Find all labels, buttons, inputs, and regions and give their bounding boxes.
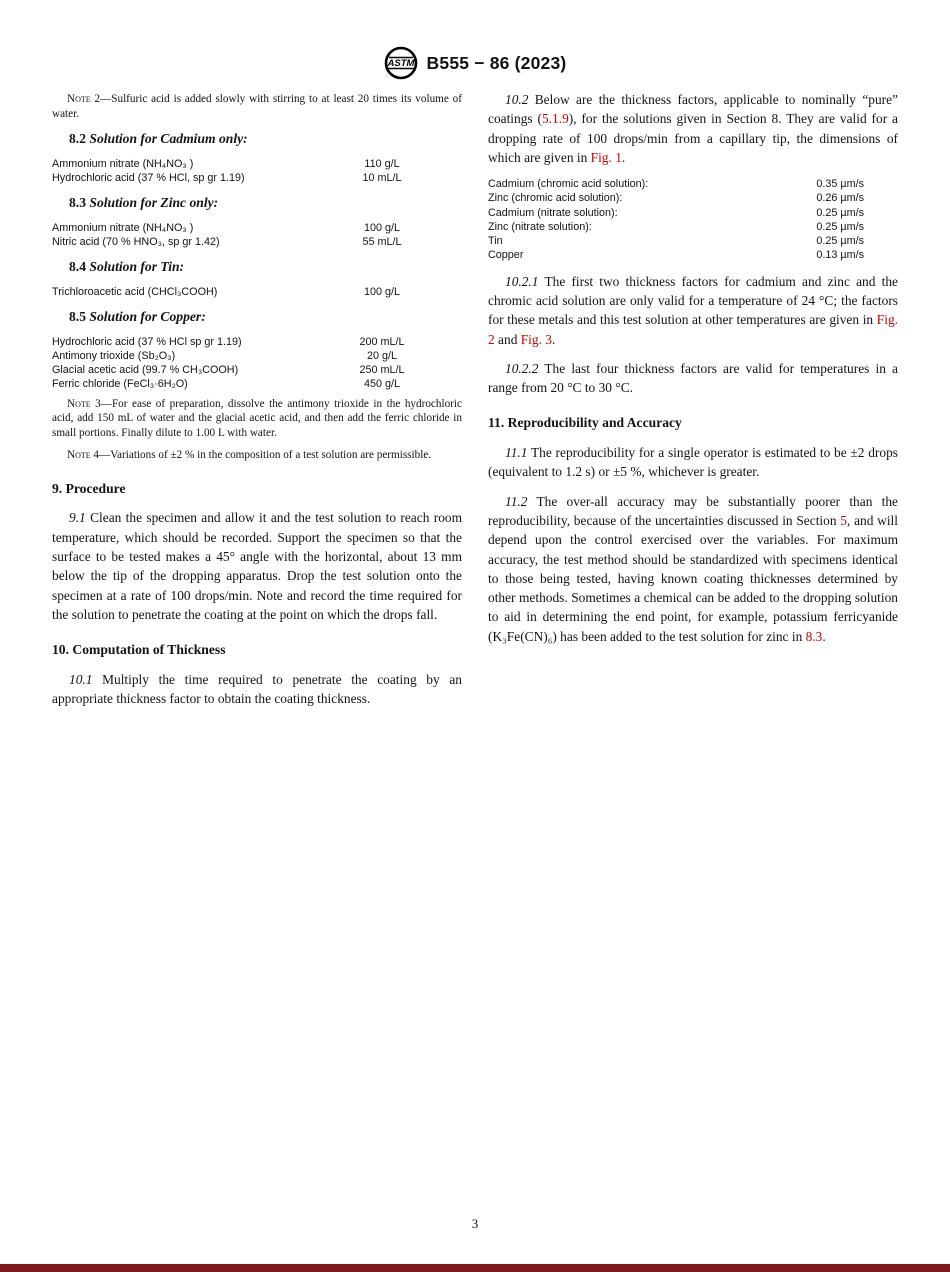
paragraph-11-2: [488, 492, 898, 646]
paragraph-number: 11.1: [505, 445, 528, 461]
factor-name: Copper: [488, 249, 524, 262]
reagent-name: Hydrochloric acid (37 % HCl sp gr 1.19): [52, 335, 242, 348]
ref-link-5-1-9[interactable]: 5.1.9: [541, 111, 569, 127]
reagent-amount: 20 g/L: [366, 349, 398, 362]
reagent-name: Hydrochloric acid (37 % HCl, sp gr 1.19): [52, 171, 245, 184]
table-row: [52, 377, 462, 391]
left-column: [52, 90, 462, 718]
svg-text:ASTM: ASTM: [387, 58, 415, 70]
ref-link-fig-1[interactable]: Fig. 1: [590, 149, 622, 165]
paragraph-number: 10.2: [505, 92, 529, 107]
reagent-table-8-5: [52, 335, 462, 392]
section-8-2-heading: [52, 129, 462, 149]
paragraph-text: The reproducibility for a single operator is estimated to be ±2 drops (equivalent to 1.2 s) or ±5 %, whichever is greater.: [488, 445, 898, 480]
table-row: [52, 335, 462, 349]
table-row: [488, 206, 898, 220]
table-row: [52, 171, 462, 185]
reagent-table-8-2: [52, 157, 462, 186]
section-8-3-heading: [52, 193, 462, 213]
thickness-factors-table: [488, 177, 898, 263]
section-title: Solution for Copper:: [89, 309, 206, 325]
paragraph-number: 10.2.2: [505, 360, 539, 376]
factor-name: Cadmium (nitrate solution):: [488, 206, 618, 219]
reagent-name: Ferric chloride (FeCl₃·6H₂O): [52, 378, 188, 391]
table-row: [488, 220, 898, 234]
content-columns: [52, 90, 898, 718]
page-number: 3: [471, 1216, 479, 1231]
paragraph-text: and: [494, 331, 521, 347]
note-3-label: Note 3—: [67, 397, 112, 410]
paragraph-text: .: [621, 149, 626, 165]
section-8-4-heading: [52, 257, 462, 277]
reagent-name: Antimony trioxide (Sb₂O₃): [52, 349, 176, 362]
note-2-text: Sulfuric acid is added slowly with stirring to at least 20 times its volume of water.: [52, 93, 462, 120]
factor-value: 0.25 µm/s: [816, 206, 864, 219]
paragraph-text: ), for the solutions given in Section 8. They are valid for a dropping rate of 100 drops/min from a capillary tip, the dimensions of which are given in: [488, 111, 898, 165]
ref-link-section-5[interactable]: 5: [840, 512, 847, 528]
ref-link-fig-3[interactable]: Fig. 3: [520, 331, 552, 347]
table-row: [52, 235, 462, 249]
ref-link-fig-2[interactable]: Fig. 2: [488, 312, 898, 347]
paragraph-9-1: [52, 508, 462, 624]
note-3: [52, 397, 462, 441]
reagent-amount: 100 g/L: [363, 285, 401, 298]
ref-link-8-3[interactable]: 8.3: [805, 628, 823, 644]
paragraph-text: .: [552, 331, 556, 347]
paragraph-text: The over-all accuracy may be substantially poorer than the reproducibility, because of the uncertainties discussed in Section: [488, 493, 898, 528]
page-header: [0, 46, 950, 80]
reagent-amount: 200 mL/L: [359, 335, 405, 348]
factor-name: Tin: [488, 235, 503, 248]
section-number: 8.2: [69, 131, 86, 147]
section-number: 8.4: [69, 259, 86, 275]
paragraph-text: Below are the thickness factors, applicable to nominally “pure” coatings (: [488, 92, 898, 127]
reagent-name: Ammonium nitrate (NH₄NO₃ ): [52, 221, 194, 234]
paragraph-number: 10.1: [69, 671, 93, 687]
note-2: [52, 92, 462, 121]
table-row: [488, 234, 898, 248]
factor-value: 0.26 µm/s: [816, 192, 864, 205]
reagent-amount: 100 g/L: [363, 221, 401, 234]
reagent-name: Trichloroacetic acid (CHCl₃COOH): [52, 285, 218, 298]
paragraph-text: The last four thickness factors are valid for temperatures in a range from 20 °C to 30 °C.: [488, 360, 898, 396]
paragraph-text: , and will depend upon the control exercised over the variables. For maximum accuracy, the test method should be standardized with specimens identical to those being tested, having known coating thicknesses determined by other methods. Sometimes a chemical can be added to the dropping solution to aid in determining the end point, for example, potassium ferricyanide (K₃Fe(CN)₆) has been added to the test solution for zinc in: [488, 512, 898, 644]
table-row: [52, 363, 462, 377]
factor-name: Zinc (chromic acid solution):: [488, 192, 623, 205]
table-row: [52, 221, 462, 235]
reagent-amount: 110 g/L: [364, 157, 400, 170]
reagent-table-8-4: [52, 285, 462, 299]
table-row: [488, 177, 898, 191]
paragraph-text: Clean the specimen and allow it and the test solution to reach room temperature, which should be recorded. Support the specimen so that the surface to be tested makes a 45° angle with the horizontal, about 13 mm below the tip of the dropping apparatus. Drop the test solution onto the specimen at a rate of 100 drops/min. Note and record the time required for the solution to penetrate the coating at the point on which the drops fall.: [52, 510, 462, 622]
paragraph-10-2: [488, 90, 898, 167]
paragraph-10-2-2: [488, 359, 898, 398]
section-title: Solution for Cadmium only:: [89, 131, 248, 147]
paragraph-text: Multiply the time required to penetrate the coating by an appropriate thickness factor to obtain the coating thickness.: [52, 671, 462, 707]
paragraph-11-1: [488, 443, 898, 482]
factor-name: Zinc (nitrate solution):: [488, 220, 592, 233]
factor-value: 0.35 µm/s: [816, 178, 864, 191]
reagent-amount: 450 g/L: [363, 378, 401, 391]
table-row: [488, 248, 898, 262]
reagent-amount: 10 mL/L: [362, 171, 402, 184]
paragraph-text: The first two thickness factors for cadmium and zinc and the chromic acid solution are only valid for a temperature of 24 °C; the factors for these metals and this test solution at other temperatures are given in: [488, 273, 898, 328]
factor-value: 0.13 µm/s: [816, 249, 864, 262]
footer-color-bar: [0, 1264, 950, 1272]
reagent-name: Nitric acid (70 % HNO₃, sp gr 1.42): [52, 236, 220, 248]
table-row: [52, 285, 462, 299]
table-row: [52, 157, 462, 171]
doc-designation: B555 − 86 (2023): [426, 52, 567, 73]
section-11-heading: 11. Reproducibility and Accuracy: [488, 415, 682, 431]
paragraph-text: .: [822, 628, 826, 644]
paragraph-number: 10.2.1: [505, 273, 539, 289]
section-number: 8.3: [69, 195, 86, 211]
astm-logo-icon: [384, 46, 418, 80]
note-4-label: Note 4—: [67, 449, 111, 462]
paragraph-10-2-1: [488, 272, 898, 349]
reagent-name: Ammonium nitrate (NH₄NO₃ ): [52, 157, 194, 170]
factor-value: 0.25 µm/s: [816, 220, 864, 233]
paragraph-number: 9.1: [69, 510, 86, 526]
paragraph-number: 11.2: [505, 493, 528, 509]
section-9-heading: 9. Procedure: [52, 480, 126, 496]
note-3-text: For ease of preparation, dissolve the antimony trioxide in the hydrochloric acid, add 150 mL of water and the glacial acetic acid, and then add the ferric chloride in small portions. Finally dilute to 1.00 L with water.: [52, 397, 462, 439]
note-4-text: Variations of ±2 % in the composition of a test solution are permissible.: [110, 449, 432, 462]
reagent-name: Glacial acetic acid (99.7 % CH₃COOH): [52, 364, 239, 377]
section-8-5-heading: [52, 307, 462, 327]
factor-name: Cadmium (chromic acid solution):: [488, 178, 649, 191]
reagent-amount: 250 mL/L: [359, 364, 405, 377]
factor-value: 0.25 µm/s: [816, 235, 864, 248]
section-title: Solution for Tin:: [89, 259, 185, 275]
table-row: [488, 191, 898, 205]
reagent-amount: 55 mL/L: [362, 236, 402, 248]
table-row: [52, 349, 462, 363]
note-4: [52, 448, 462, 463]
paragraph-10-1: [52, 670, 462, 709]
reagent-table-8-3: [52, 221, 462, 250]
note-2-label: Note 2—: [67, 93, 112, 105]
section-title: Solution for Zinc only:: [89, 195, 219, 211]
section-10-heading: 10. Computation of Thickness: [52, 642, 226, 658]
right-column: [488, 90, 898, 718]
section-number: 8.5: [69, 309, 86, 325]
